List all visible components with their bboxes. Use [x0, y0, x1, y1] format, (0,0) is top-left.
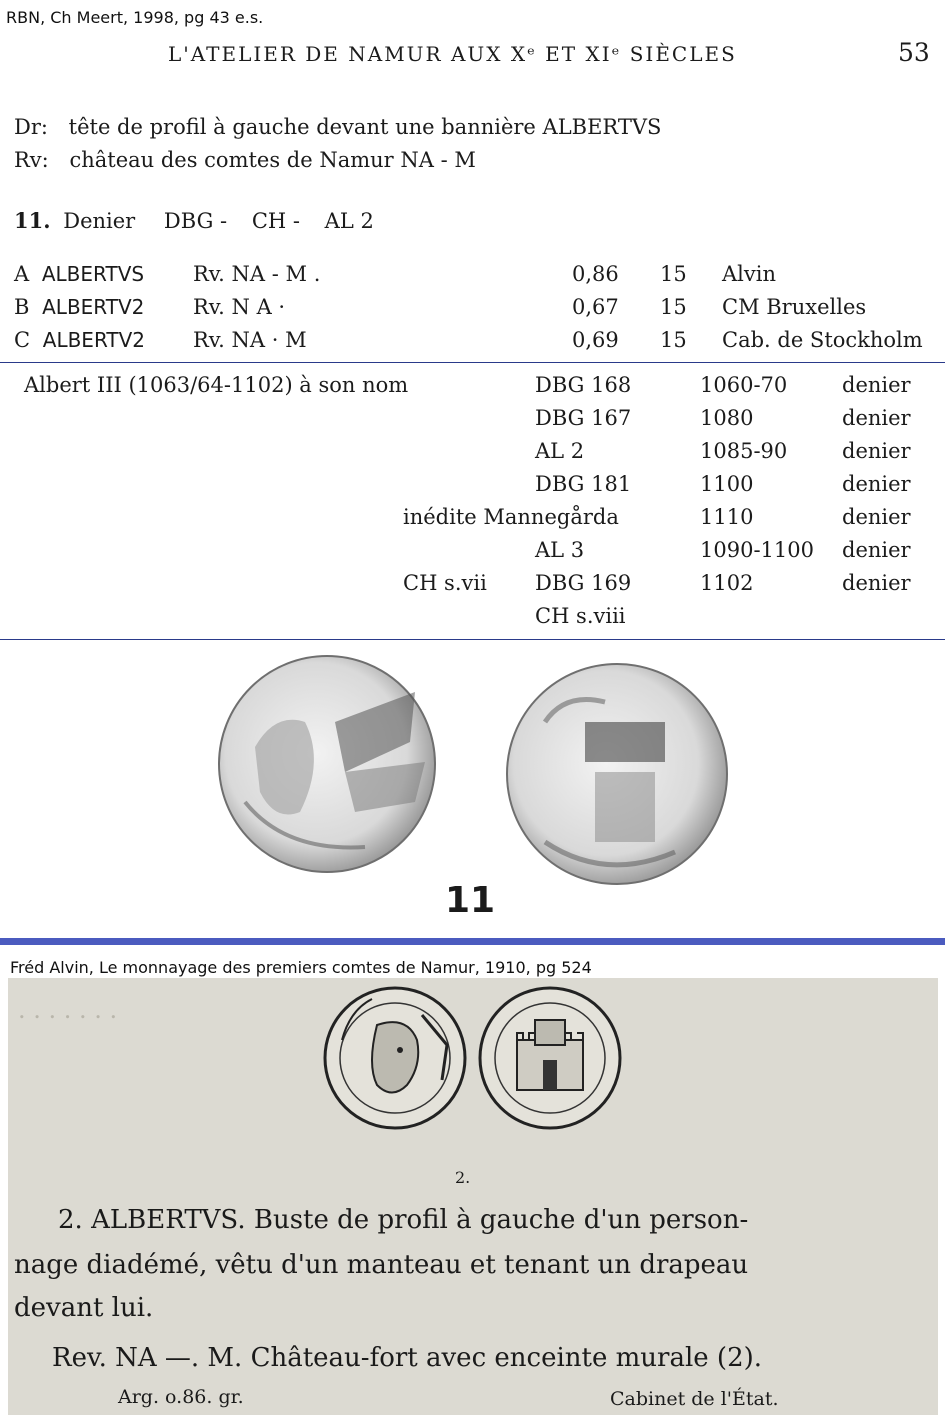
- bleed-through-text: . . . . . . .: [18, 996, 118, 1024]
- rv-line: [14, 148, 476, 172]
- variant-legend: ALBERTV2: [42, 295, 145, 319]
- dr-label: Dr:: [14, 115, 48, 139]
- photo-caption: 11: [445, 880, 496, 921]
- running-head: L'ATELIER DE NAMUR AUX Xᵉ ET XIᵉ SIÈCLES: [168, 42, 737, 66]
- entry-heading: [14, 208, 374, 233]
- variant-source: Cab. de Stockholm: [722, 328, 923, 352]
- drawing-caption: 2.: [455, 1168, 471, 1187]
- variant-source: Alvin: [722, 262, 776, 286]
- variant-legend: ALBERTV2: [42, 328, 146, 352]
- variant-row: [14, 328, 145, 352]
- variant-weight: 0,69: [572, 328, 619, 352]
- ruler-ref: CH s.viii: [535, 604, 626, 628]
- entry-ref: AL 2: [324, 209, 374, 233]
- source-caption-top: RBN, Ch Meert, 1998, pg 43 e.s.: [6, 8, 264, 27]
- ruler-type: denier: [842, 538, 911, 562]
- ruler-date: 1102: [700, 571, 754, 595]
- ruler-ref: DBG 167: [535, 406, 632, 430]
- divider-rule: [0, 362, 945, 363]
- ruler-ref: DBG 168: [535, 373, 632, 397]
- variant-rev: Rv. NA · M: [193, 328, 307, 352]
- entry-number: 11.: [14, 208, 51, 233]
- ruler-ref: AL 3: [535, 538, 585, 562]
- section-divider: [0, 938, 945, 945]
- rv-text: château des comtes de Namur NA - M: [69, 148, 476, 172]
- dr-text: tête de profil à gauche devant une bannière ALBERTVS: [68, 115, 662, 139]
- divider-rule: [0, 639, 945, 640]
- ruler-date: 1100: [700, 472, 754, 496]
- variant-rev: Rv. N A ·: [193, 295, 286, 319]
- ruler-ref: DBG 169: [535, 571, 632, 595]
- ruler-ref: AL 2: [535, 439, 585, 463]
- variant-legend: ALBERTVS: [41, 262, 145, 286]
- entry-kind: Denier: [63, 209, 136, 233]
- alvin-line-2: nage diadémé, vêtu d'un manteau et tenant un drapeau: [14, 1250, 749, 1280]
- coin-obverse-drawing: [325, 988, 465, 1128]
- variant-size: 15: [660, 262, 687, 286]
- ruler-date: 1080: [700, 406, 754, 430]
- ruler-date: 1110: [700, 505, 754, 529]
- variant-rev: Rv. NA - M .: [193, 262, 321, 286]
- coin-reverse-drawing: [480, 988, 620, 1128]
- ruler-type: denier: [842, 571, 911, 595]
- variant-source: CM Bruxelles: [722, 295, 867, 319]
- ruler-type: denier: [842, 472, 911, 496]
- variant-weight: 0,67: [572, 295, 619, 319]
- source-caption-bottom: Fréd Alvin, Le monnayage des premiers comtes de Namur, 1910, pg 524: [10, 958, 592, 977]
- alvin-collection: Cabinet de l'État.: [610, 1388, 779, 1410]
- variant-size: 15: [660, 295, 687, 319]
- coin-reverse-photo: [507, 664, 727, 884]
- ruler-date: 1085-90: [700, 439, 788, 463]
- ruler-left: inédite Mannegårda: [403, 505, 619, 529]
- entry-ref: CH -: [251, 209, 300, 233]
- variant-row: [14, 262, 144, 286]
- entry-ref: DBG -: [163, 209, 228, 233]
- ruler-type: denier: [842, 406, 911, 430]
- rv-label: Rv:: [14, 148, 49, 172]
- ruler-type: denier: [842, 439, 911, 463]
- coin-obverse-photo: [219, 656, 435, 872]
- ruler-type: denier: [842, 373, 911, 397]
- variant-letter: B: [14, 295, 30, 319]
- alvin-line-1: 2. ALBERTVS. Buste de profil à gauche d'un person-: [58, 1205, 749, 1235]
- alvin-line-3: devant lui.: [14, 1293, 154, 1323]
- variant-letter: C: [14, 328, 31, 352]
- alvin-weight: Arg. o.86. gr.: [118, 1386, 244, 1408]
- variant-size: 15: [660, 328, 687, 352]
- page-number: 53: [898, 38, 930, 67]
- ruler-type: denier: [842, 505, 911, 529]
- coin-drawing-pair: [322, 985, 632, 1140]
- variant-weight: 0,86: [572, 262, 619, 286]
- ruler-ref: DBG 181: [535, 472, 632, 496]
- alvin-line-4: Rev. NA —. M. Château-fort avec enceinte murale (2).: [52, 1343, 763, 1373]
- variant-letter: A: [14, 262, 30, 286]
- dr-line: [14, 115, 661, 139]
- ruler-date: 1060-70: [700, 373, 788, 397]
- variant-row: [14, 295, 144, 319]
- ruler-left: CH s.vii: [403, 571, 487, 595]
- ruler-date: 1090-1100: [700, 538, 814, 562]
- ruler-title: Albert III (1063/64-1102) à son nom: [24, 373, 409, 397]
